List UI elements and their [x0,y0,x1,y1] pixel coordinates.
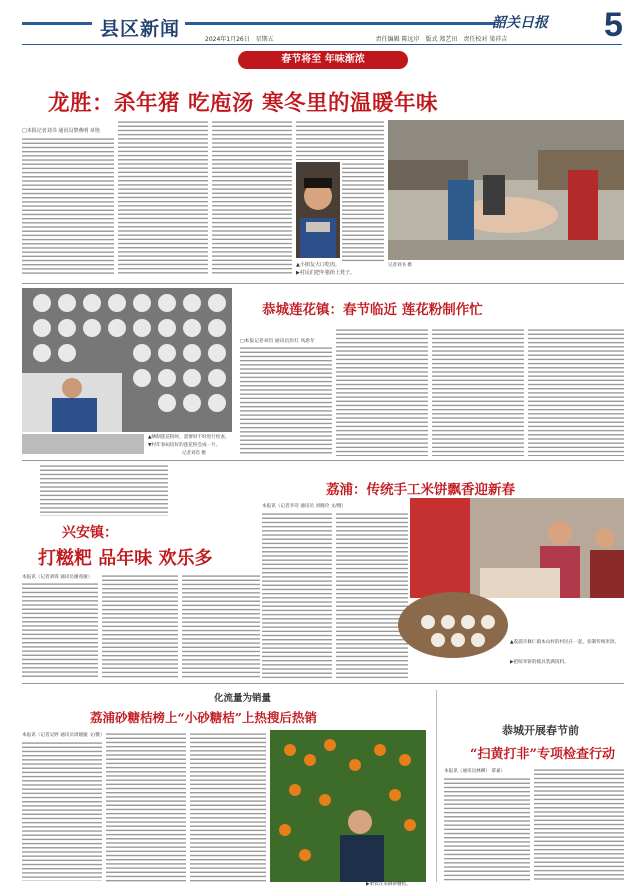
lipu-headline: 荔浦：传统手工米饼飘香迎新春 [326,482,515,498]
mold-filling-illustration [398,592,508,658]
layout-label: 版式 [425,36,438,43]
gongcheng-col1 [444,777,530,881]
sugar-caption: ▶果农在采摘砂糖桔。 [366,882,411,887]
lead-photo-child [296,162,340,258]
sugar-kicker: 化流量为销量 [214,693,272,704]
lotus-powder-drying-illustration [22,288,232,432]
lead-photo-pig [388,120,624,260]
xingan-headline-top: 兴安镇： [62,525,118,541]
orange-picking-illustration [270,730,426,882]
section-title: 县区新闻 [100,18,181,40]
xingan-col2 [102,574,178,678]
proof-label: 责任校对 [463,36,488,43]
proof-editor: 梁祥吉 [489,36,508,43]
divider-2 [22,460,624,461]
lead-article-col5 [342,162,384,262]
xingan-col1 [22,582,98,678]
lipu-col1 [262,512,332,678]
lead-article-col2 [118,120,208,276]
sugar-col3 [190,732,266,882]
masthead [0,0,640,46]
lianhua-headline: 恭城莲花镇：春节临近 莲花粉制作忙 [262,302,483,318]
xingan-col3 [182,574,260,678]
lianhua-col3 [432,328,524,456]
rice-cake-making-illustration [410,498,624,598]
page-number: 5 [604,6,623,44]
sugar-byline: 本报讯（记者吴婷 通讯员周媛媛 文/摄） [22,733,105,738]
lead-byline: □本报记者刘书 通讯员黎燕明 章艳 [22,128,100,134]
lead-article-col3 [212,120,292,276]
layout-editor: 郑艺田 [439,36,458,43]
newspaper-logo: 韶关日报 [492,15,548,31]
xingan-headline: 打糍粑 品年味 欢乐多 [38,548,213,569]
banner [238,51,408,69]
xingan-byline: 本报讯（记者刘锋 通讯员谢希敏） [22,575,93,580]
divider-1 [22,283,624,284]
masthead-rule [22,44,622,45]
child-eating-illustration [296,162,340,258]
masthead-info [205,34,507,43]
villagers-pig-illustration [388,120,624,260]
gongcheng-kicker: 恭城开展春节前 [502,724,579,737]
lead-article-col4 [296,120,384,160]
lianhua-caption-1: ▲晒制莲花粉时，需要时不时进行检查。 [148,435,230,440]
sugar-col1 [22,741,102,881]
lead-caption-1: ▲小朋友大口吃肉。 [296,262,340,268]
lead-headline: 龙胜：杀年猪 吃庖汤 寒冬里的温暖年味 [48,91,438,116]
lianhua-col4 [528,328,624,456]
chief-editor: 陈远岸 [401,36,420,43]
lipu-caption-2: ▶把晾米饼的模具装满饭料。 [510,660,569,665]
lipu-caption-1: ▲荔浦市修仁镇本山村的村民在一起，扣制传统米饼。 [510,640,620,645]
chief-editor-label: 责任编辑 [375,36,400,43]
lead-credit: 记者刘书 摄 [388,263,412,268]
lipu-byline: 本报讯（记者李诗 通讯员 刘晓玲 文/摄） [262,504,347,509]
divider-3 [22,683,624,684]
lianhua-col1 [240,346,332,456]
gongcheng-col2 [534,768,624,881]
gongcheng-headline: “扫黄打非”专项检查行动 [470,747,615,762]
sugar-photo [270,730,426,882]
issue-date: 2024年1月26日 [205,36,250,43]
lipu-col2 [336,512,408,678]
sugar-col2 [106,732,186,882]
lianhua-photo-small [22,434,144,454]
xingan-col0 [40,464,168,516]
masthead-bar-mid [185,22,495,25]
lipu-photo-circle [398,592,508,658]
masthead-bar-left [22,22,92,25]
sugar-headline: 荔浦砂糖桔榜上“小砂糖桔”上热搜后热销 [90,710,317,725]
lianhua-photo [22,288,232,432]
lianhua-caption-2: ▼村年春码切好的莲花粉会成一片。 [148,443,221,448]
lead-article-col1 [22,137,114,275]
lipu-photo-main [410,498,624,598]
issue-weekday: 星期五 [255,36,274,43]
gongcheng-byline: 本报讯（通讯员林柳） 覃嘉） [444,769,506,774]
lead-caption-2: ▶村民们把年猪抬上凳子。 [296,270,355,276]
lianhua-byline: □本报记者刘肖 通讯员彭灯 凤思年 [240,339,315,344]
banner-text: 春节将至 年味渐浓 [281,54,365,65]
lianhua-col2 [336,328,428,456]
lianhua-credit: 记者刘肖 摄 [182,451,206,456]
